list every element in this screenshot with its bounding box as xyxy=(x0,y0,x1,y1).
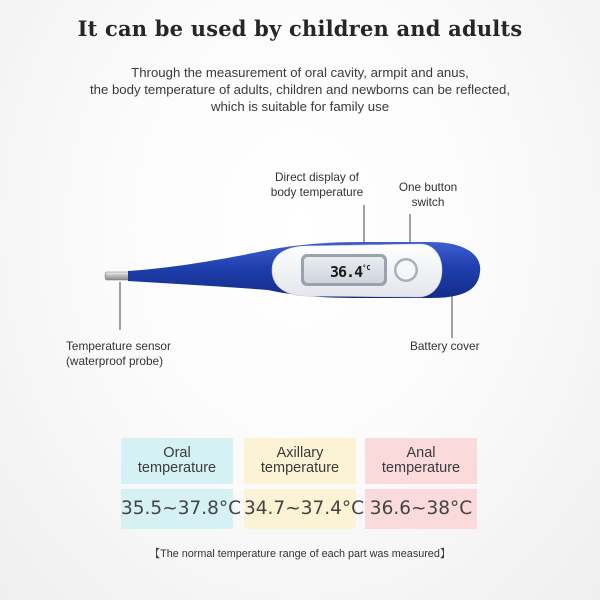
anal-range-head-line-2: temperature xyxy=(381,460,461,476)
battery-callout-text: Battery cover xyxy=(410,339,480,353)
power-button xyxy=(397,261,416,280)
axillary-range-head xyxy=(244,438,356,484)
axillary-range-head-line-2: temperature xyxy=(260,460,340,476)
anal-range-head-line-1: Anal xyxy=(406,444,436,461)
sensor-callout-line-2: (waterproof probe) xyxy=(66,354,164,368)
anal-range-value: 36.6~38°C xyxy=(365,489,477,529)
button-callout-line-2: switch xyxy=(411,195,445,209)
display-callout-line-1: Direct display of xyxy=(275,170,359,184)
oral-range-card xyxy=(121,438,242,529)
oral-range-head-line-2: temperature xyxy=(137,460,217,476)
oral-range-head-line-1: Oral xyxy=(163,444,191,461)
lcd-reading-value: 36.4 xyxy=(330,263,363,281)
display-callout xyxy=(258,170,376,200)
subtitle-line-3: which is suitable for family use xyxy=(210,99,390,114)
display-callout-line-2: body temperature xyxy=(270,185,364,199)
axillary-range-head-line-1: Axillary xyxy=(276,444,324,461)
oral-range-head xyxy=(121,438,233,484)
metal-probe-tip xyxy=(105,272,130,280)
button-callout xyxy=(384,180,472,210)
page-title: It can be used by children and adults xyxy=(77,16,523,41)
oral-range-value: 35.5~37.8°C xyxy=(121,489,233,529)
footnote: 【The normal temperature range of each part was measured】 xyxy=(149,548,451,560)
sensor-callout-line-1: Temperature sensor xyxy=(66,339,171,353)
battery-callout xyxy=(410,339,520,354)
lcd-reading-unit: °C xyxy=(362,264,371,272)
axillary-range-card xyxy=(244,438,365,529)
subtitle-line-2: the body temperature of adults, children and newborns can be reflected, xyxy=(89,82,511,97)
lcd-reading xyxy=(330,262,382,280)
anal-range-card xyxy=(365,438,477,529)
subtitle-line-1: Through the measurement of oral cavity, armpit and anus, xyxy=(131,65,469,80)
button-callout-line-1: One button xyxy=(398,180,458,194)
axillary-range-value: 34.7~37.4°C xyxy=(244,489,356,529)
anal-range-head xyxy=(365,438,477,484)
sensor-callout xyxy=(66,339,206,369)
